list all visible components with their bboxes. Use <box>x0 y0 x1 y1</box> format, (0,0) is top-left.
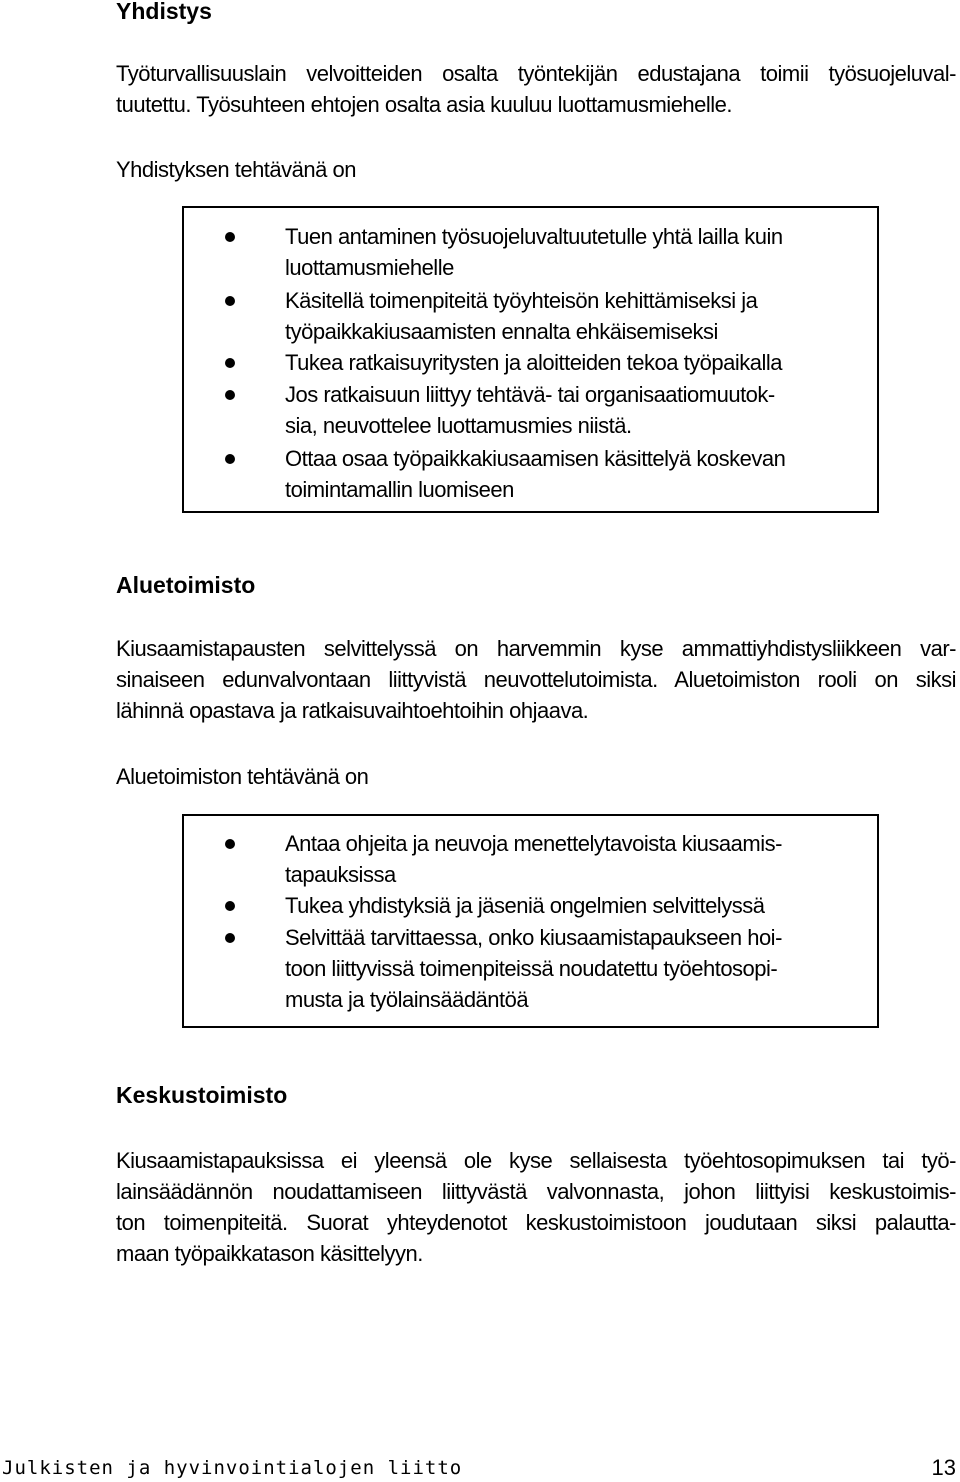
text-line: sinaiseen edunvalvontaan liittyvistä neuvottelutoimista. Aluetoimiston rooli on siksi <box>116 667 956 692</box>
list-item-text: luottamusmiehelle <box>285 255 454 280</box>
bullet-icon <box>225 933 235 943</box>
heading-aluetoimisto: Aluetoimisto <box>116 572 256 598</box>
text-line: lähinnä opastava ja ratkaisuvaihtoehtoihin ohjaava. <box>116 698 589 723</box>
text-line: Kiusaamistapauksissa ei yleensä ole kyse sellaisesta työehtosopimuksen tai työ- <box>116 1148 956 1173</box>
heading-yhdistys: Yhdistys <box>116 0 212 24</box>
list-item-text: Ottaa osaa työpaikkakiusaamisen käsittelyä koskevan <box>285 446 786 471</box>
list-item-text: Tukea yhdistyksiä ja jäseniä ongelmien selvittelyssä <box>285 893 765 918</box>
bullet-icon <box>225 390 235 400</box>
bullet-icon <box>225 454 235 464</box>
list-item-text: Jos ratkaisuun liittyy tehtävä- tai organisaatiomuutok- <box>285 382 775 407</box>
list-item-text: Tuen antaminen työsuojeluvaltuutetulle yhtä lailla kuin <box>285 224 783 249</box>
text-line: tuutettu. Työsuhteen ehtojen osalta asia kuuluu luottamusmiehelle. <box>116 92 733 117</box>
text-line: Aluetoimiston tehtävänä on <box>116 764 369 789</box>
list-item-text: tapauksissa <box>285 862 396 887</box>
text-line: maan työpaikkatason käsittelyyn. <box>116 1241 423 1266</box>
list-item-text: Antaa ohjeita ja neuvoja menettelytavoista kiusaamis- <box>285 831 782 856</box>
list-item-text: toon liittyvissä toimenpiteissä noudatettu työehtosopi- <box>285 956 778 981</box>
text-line: Yhdistyksen tehtävänä on <box>116 157 356 182</box>
list-item-text: Käsitellä toimenpiteitä työyhteisön kehittämiseksi ja <box>285 288 758 313</box>
yhdistys-tasks-intro <box>116 154 956 185</box>
list-item-text: sia, neuvottelee luottamusmies niistä. <box>285 413 632 438</box>
text-line: ton toimenpiteitä. Suorat yhteydenotot keskustoimistoon joudutaan siksi palautta- <box>116 1210 956 1235</box>
page-number: 13 <box>931 1455 956 1480</box>
bullet-icon <box>225 232 235 242</box>
bullet-icon <box>225 901 235 911</box>
footer-organization: Julkisten ja hyvinvointialojen liitto <box>2 1457 463 1479</box>
text-line: lainsäädännön noudattamiseen liittyvästä valvonnasta, johon liittyisi keskustoimis- <box>116 1179 956 1204</box>
list-item-text: työpaikkakiusaamisten ennalta ehkäisemiseksi <box>285 319 718 344</box>
list-item-text: toimintamallin luomiseen <box>285 477 514 502</box>
text-line: Työturvallisuuslain velvoitteiden osalta työntekijän edustajana toimii työsuojeluval- <box>116 61 956 86</box>
list-item-text: Tukea ratkaisuyritysten ja aloitteiden tekoa työpaikalla <box>285 350 783 375</box>
aluetoimisto-tasks-box <box>182 814 879 1028</box>
bullet-icon <box>225 358 235 368</box>
heading-keskustoimisto: Keskustoimisto <box>116 1082 288 1108</box>
yhdistys-intro <box>116 58 956 120</box>
aluetoimisto-intro <box>116 633 956 726</box>
yhdistys-tasks-box <box>182 206 879 513</box>
page-footer <box>0 1454 960 1482</box>
keskustoimisto-body <box>116 1145 956 1269</box>
bullet-icon <box>225 296 235 306</box>
aluetoimisto-tasks-intro <box>116 761 956 792</box>
list-item-text: musta ja työlainsäädäntöä <box>285 987 529 1012</box>
bullet-icon <box>225 839 235 849</box>
list-item-text: Selvittää tarvittaessa, onko kiusaamistapaukseen hoi- <box>285 925 782 950</box>
text-line: Kiusaamistapausten selvittelyssä on harvemmin kyse ammattiyhdistysliikkeen var- <box>116 636 956 661</box>
